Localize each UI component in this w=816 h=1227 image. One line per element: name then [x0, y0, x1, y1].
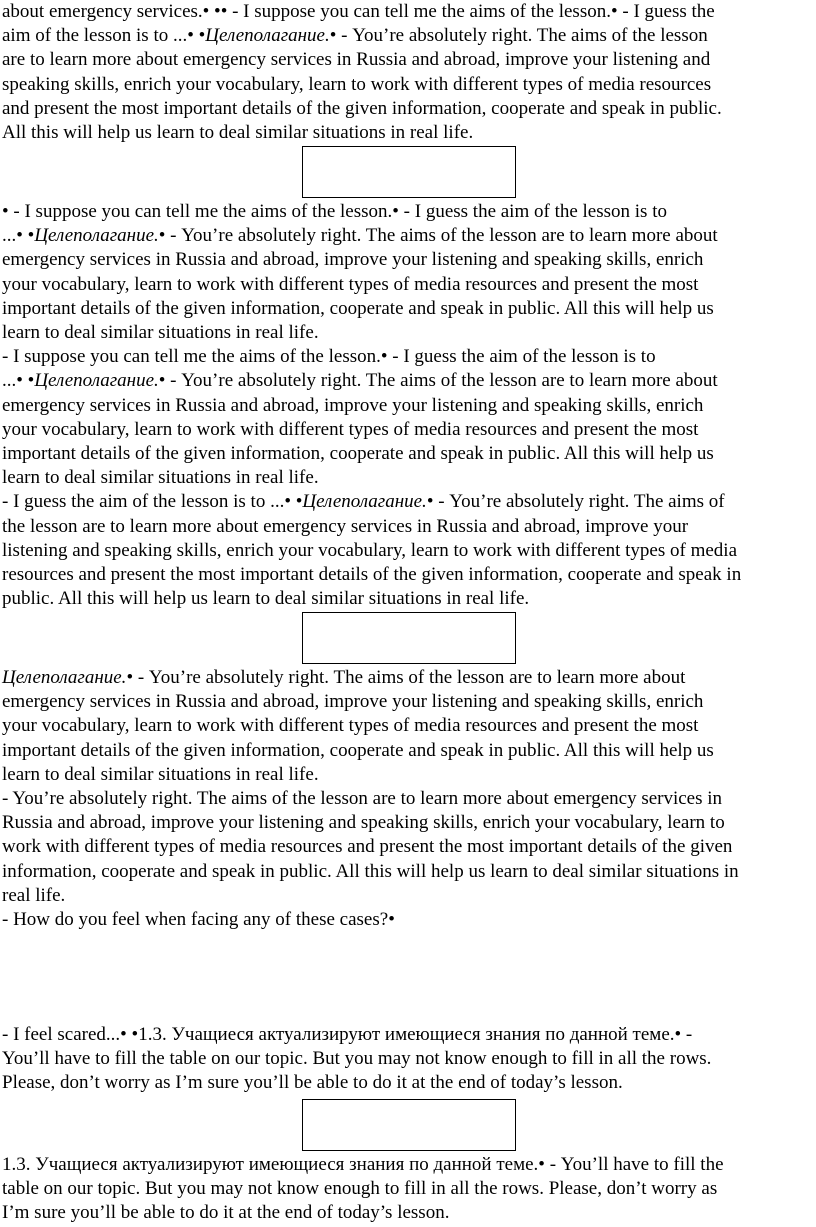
text-line: important details of the given information, cooperate and speak in public. All this will help us — [2, 739, 714, 761]
text-line: information, cooperate and speak in public. All this will help us learn to deal similar situations in — [2, 860, 739, 882]
text-line: resources and present the most important details of the given information, cooperate and speak in — [2, 564, 742, 586]
text-line: - I suppose you can tell me the aims of the lesson.• - I guess the aim of the lesson is to — [2, 346, 656, 368]
text-line: important details of the given information, cooperate and speak in public. All this will help us — [2, 297, 714, 319]
text-line: about emergency services.• •• - I suppose you can tell me the aims of the lesson.• - I guess the — [2, 1, 715, 22]
text-line: emergency services in Russia and abroad, improve your listening and speaking skills, enrich — [2, 691, 704, 713]
italic-term: Целеполагание. — [302, 491, 427, 513]
empty-frame-1 — [302, 146, 516, 198]
text-line: emergency services in Russia and abroad, improve your listening and speaking skills, enrich — [2, 249, 704, 271]
text-line: ...• •Целеполагание.• - You’re absolutely right. The aims of the lesson are to learn more about — [2, 225, 718, 247]
text-line: Russia and abroad, improve your listening and speaking skills, enrich your vocabulary, learn to — [2, 812, 725, 834]
empty-frame-3 — [302, 1099, 516, 1151]
paragraph-4 — [2, 1023, 816, 1096]
text-line: I’m sure you’ll be able to do it at the end of today’s lesson. — [2, 1202, 450, 1224]
text-line: real life. — [2, 884, 66, 906]
text-line: are to learn more about emergency services in Russia and abroad, improve your listening and — [2, 49, 711, 71]
text-line: the lesson are to learn more about emergency services in Russia and abroad, improve your — [2, 515, 689, 537]
paragraph-2 — [2, 200, 816, 611]
text-line: You’ll have to fill the table on our topic. But you may not know enough to fill in all the rows. — [2, 1048, 712, 1070]
text-line: • - I suppose you can tell me the aims of the lesson.• - I guess the aim of the lesson is to — [2, 201, 667, 222]
text-line: 1.3. Учащиеся актуализируют имеющиеся знания по данной теме.• - You’ll have to fill the — [2, 1154, 724, 1175]
text-line: listening and speaking skills, enrich your vocabulary, learn to work with different types of media — [2, 539, 738, 561]
paragraph-1 — [2, 0, 816, 145]
text-line: and present the most important details of the given information, cooperate and speak in public. — [2, 97, 722, 119]
paragraph-3 — [2, 666, 816, 932]
italic-term: Целеполагание. — [34, 370, 159, 392]
text-line: learn to deal similar situations in real life. — [2, 467, 319, 489]
italic-term: Целеполагание. — [2, 667, 127, 688]
text-line: learn to deal similar situations in real life. — [2, 322, 319, 344]
text-line: Целеполагание.• - You’re absolutely right. The aims of the lesson are to learn more about — [2, 667, 686, 688]
text-line: - You’re absolutely right. The aims of the lesson are to learn more about emergency services in — [2, 788, 723, 810]
text-line: important details of the given information, cooperate and speak in public. All this will help us — [2, 443, 714, 465]
text-line: speaking skills, enrich your vocabulary, learn to work with different types of media resources — [2, 73, 712, 95]
italic-term: Целеполагание. — [205, 25, 330, 47]
text-line: aim of the lesson is to ...• •Целеполагание.• - You’re absolutely right. The aims of the lesson — [2, 25, 708, 47]
text-line: - How do you feel when facing any of these cases?• — [2, 909, 395, 931]
text-line: work with different types of media resources and present the most important details of the given — [2, 836, 733, 858]
text-line: your vocabulary, learn to work with different types of media resources and present the most — [2, 418, 699, 440]
text-line: learn to deal similar situations in real life. — [2, 763, 319, 785]
text-line: table on our topic. But you may not know enough to fill in all the rows. Please, don’t worry as — [2, 1178, 718, 1200]
text-line: your vocabulary, learn to work with different types of media resources and present the most — [2, 715, 699, 737]
text-line: - I feel scared...• •1.3. Учащиеся актуализируют имеющиеся знания по данной теме.• - — [2, 1024, 693, 1045]
text-line: All this will help us learn to deal similar situations in real life. — [2, 122, 474, 144]
text-line: public. All this will help us learn to deal similar situations in real life. — [2, 588, 530, 610]
italic-term: Целеполагание. — [34, 225, 159, 247]
empty-frame-2 — [302, 612, 516, 664]
text-line: Please, don’t worry as I’m sure you’ll be able to do it at the end of today’s lesson. — [2, 1072, 623, 1094]
paragraph-5 — [2, 1153, 816, 1226]
text-line: emergency services in Russia and abroad, improve your listening and speaking skills, enrich — [2, 394, 704, 416]
text-line: your vocabulary, learn to work with different types of media resources and present the most — [2, 273, 699, 295]
text-line: - I guess the aim of the lesson is to ...• •Целеполагание.• - You’re absolutely right. The aims of — [2, 491, 725, 513]
text-line: ...• •Целеполагание.• - You’re absolutely right. The aims of the lesson are to learn more about — [2, 370, 718, 392]
